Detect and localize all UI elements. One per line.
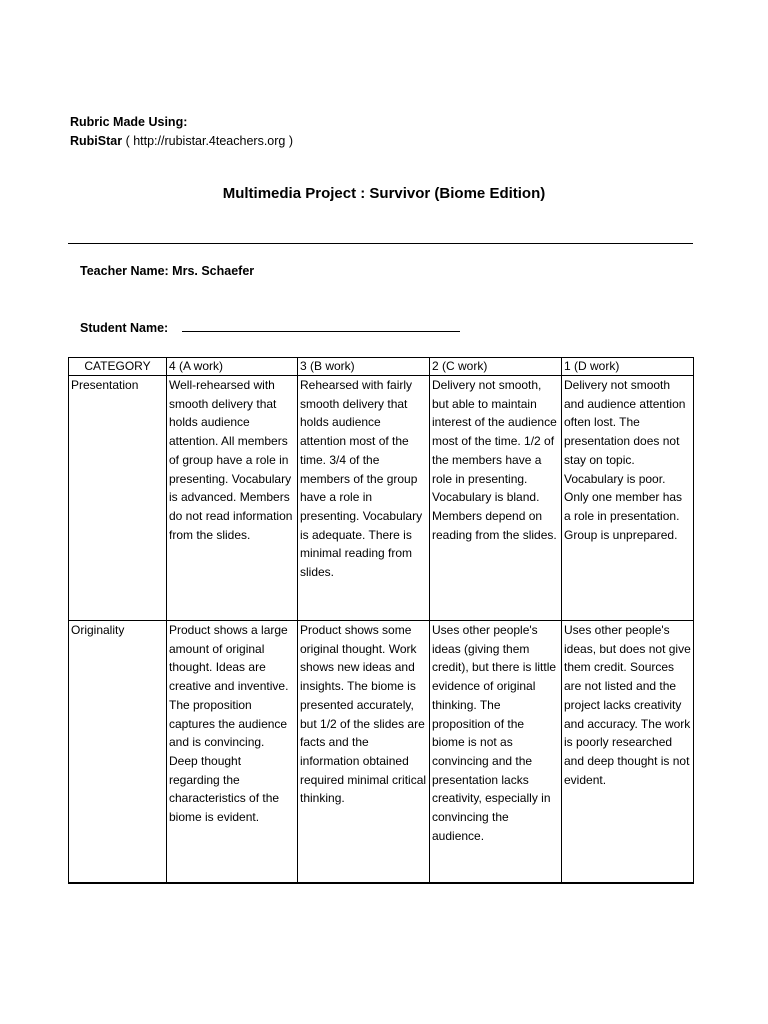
student-name-field <box>80 320 460 335</box>
student-name-blank <box>182 320 460 332</box>
student-name-label: Student Name: <box>80 321 169 335</box>
table-row-originality <box>69 621 694 884</box>
rubistar-brand: RubiStar <box>70 134 123 148</box>
criteria-cell: Product shows some original thought. Work shows new ideas and insights. The biome is presented accurately, but 1/2 of the slides are facts and the information obtained required minimal critical thinking. <box>298 621 430 884</box>
table-row-presentation <box>69 376 694 621</box>
criteria-cell: Product shows a large amount of original thought. Ideas are creative and inventive. The proposition captures the audience and is convincing. Deep thought regarding the characteristics of the biome is evident. <box>167 621 298 884</box>
column-header-c-work: 2 (C work) <box>430 358 562 376</box>
rubric-source <box>70 113 293 151</box>
source-line <box>70 132 293 151</box>
column-header-a-work: 4 (A work) <box>167 358 298 376</box>
rubistar-url[interactable]: ( http://rubistar.4teachers.org ) <box>122 134 294 148</box>
made-using-label: Rubric Made Using: <box>70 115 188 129</box>
column-header-d-work: 1 (D work) <box>562 358 694 376</box>
table-header-row <box>69 358 694 376</box>
title-divider <box>68 243 693 244</box>
page-title: Multimedia Project : Survivor (Biome Edition) <box>222 185 546 202</box>
category-cell: Presentation <box>69 376 167 621</box>
criteria-cell: Uses other people's ideas, but does not give them credit. Sources are not listed and the project lacks creativity and accuracy. The work is poorly researched and deep thought is not evident. <box>562 621 694 884</box>
column-header-b-work: 3 (B work) <box>298 358 430 376</box>
criteria-cell: Delivery not smooth and audience attention often lost. The presentation does not stay on topic. Vocabulary is poor. Only one member has a role in presentation. Group is unprepared. <box>562 376 694 621</box>
rubric-table <box>68 357 694 884</box>
teacher-name: Teacher Name: Mrs. Schaefer <box>80 264 255 278</box>
column-header-category: CATEGORY <box>69 358 167 376</box>
criteria-cell: Uses other people's ideas (giving them credit), but there is little evidence of original thinking. The proposition of the biome is not as convincing and the presentation lacks creativity, especially in convincing the audience. <box>430 621 562 884</box>
criteria-cell: Rehearsed with fairly smooth delivery that holds audience attention most of the time. 3/4 of the members of the group have a role in presenting. Vocabulary is adequate. There is minimal reading from slides. <box>298 376 430 621</box>
criteria-cell: Well-rehearsed with smooth delivery that holds audience attention. All members of group have a role in presenting. Vocabulary is advanced. Members do not read information from the slides. <box>167 376 298 621</box>
category-cell: Originality <box>69 621 167 884</box>
criteria-cell: Delivery not smooth, but able to maintain interest of the audience most of the time. 1/2 of the members have a role in presenting. Vocabulary is bland. Members depend on reading from the slides. <box>430 376 562 621</box>
